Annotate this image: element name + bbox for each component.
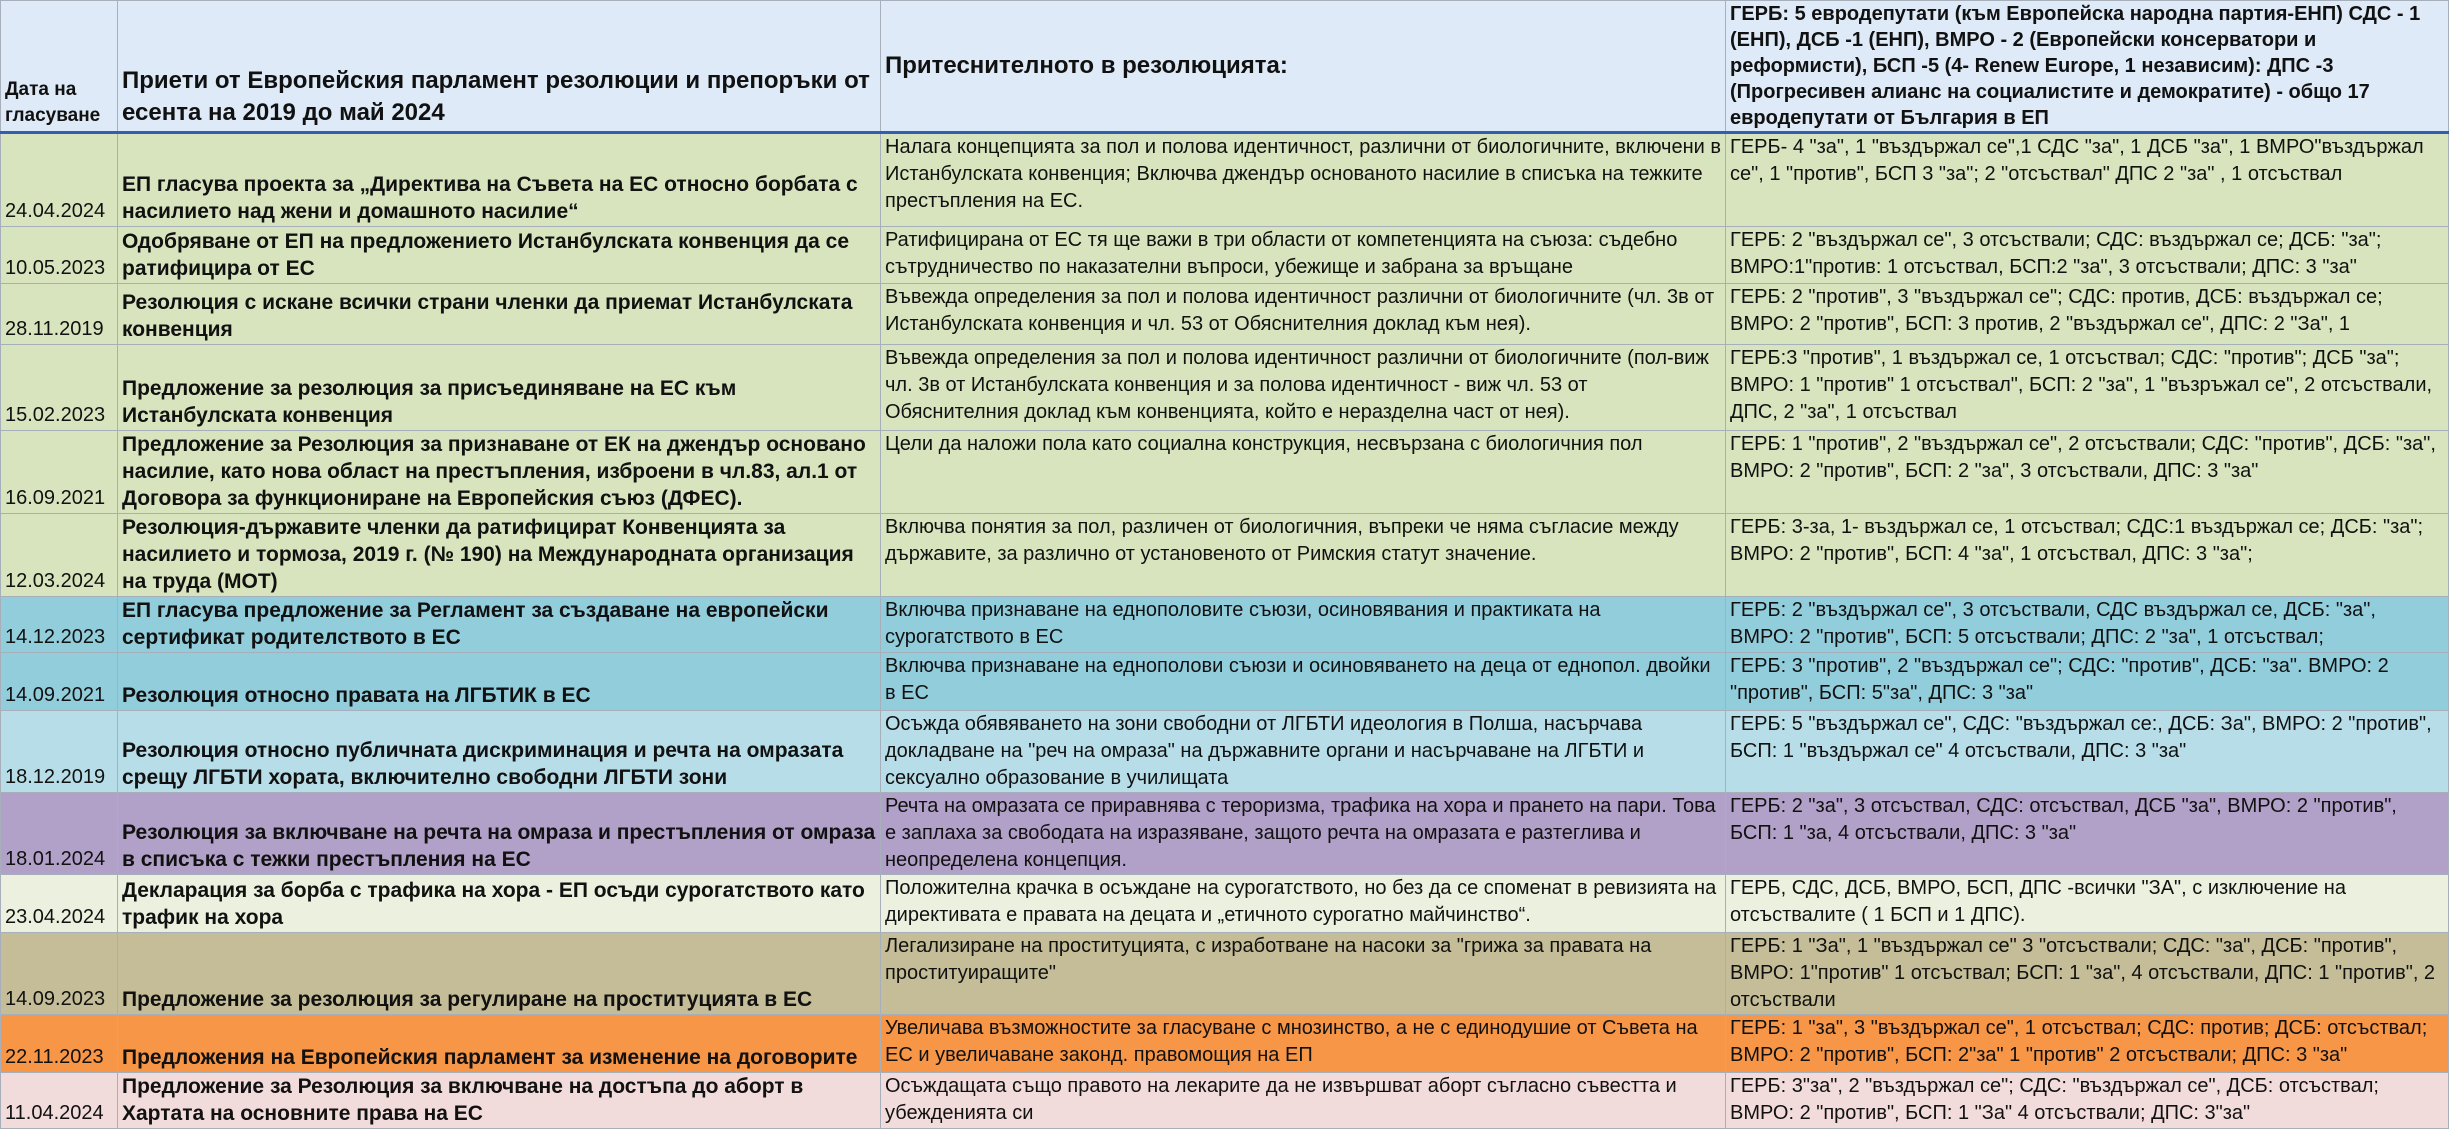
row-date: 28.11.2019 (1, 284, 118, 345)
row-issue: Включва понятия за пол, различен от биологичния, въпреки че няма съгласие между държавите, за различно от установеното от Римския статут значение. (881, 514, 1726, 597)
row-date: 22.11.2023 (1, 1015, 118, 1073)
row-date: 15.02.2023 (1, 345, 118, 431)
row-title: Резолюция-държавите членки да ратифицират Конвенцията за насилието и тормоза, 2019 г. (№ 190) на Международната организация на труда (МОТ) (118, 514, 881, 597)
row-date: 12.03.2024 (1, 514, 118, 597)
header-vote: ГЕРБ: 5 евродепутати (към Европейска народна партия-ЕНП) СДС - 1 (ЕНП), ДСБ -1 (ЕНП), ВМРО - 2 (Европейски консерватори и реформисти), БСП -5 (4- Renew Europe, 1 независим): ДПС -3 (Прогресивен алианс на социалистите и демократите) - общо 17 евродепутати от България в ЕП (1726, 1, 2449, 133)
row-issue: Осъждащата също правото на лекарите да не извършват аборт съгласно съвестта и убежденията си (881, 1073, 1726, 1129)
row-issue: Увеличава възможностите за гласуване с мнозинство, а не с единодушие от Съвета на ЕС и увеличаване законд. правомощия на ЕП (881, 1015, 1726, 1073)
row-date: 18.01.2024 (1, 793, 118, 875)
row-title: Одобряване от ЕП на предложението Истанбулската конвенция да се ратифицира от ЕС (118, 227, 881, 284)
row-title: ЕП гласува предложение за Регламент за създаване на европейски сертификат родителството в ЕС (118, 597, 881, 653)
table-row (1, 284, 2449, 345)
table-row (1, 597, 2449, 653)
row-title: Резолюция с искане всички страни членки да приемат Истанбулската конвенция (118, 284, 881, 345)
row-vote: ГЕРБ: 2 "за", 3 отсъствал, СДС: отсъствал, ДСБ "за", ВМРО: 2 "против", БСП: 1 "за, 4 отсъствали, ДПС: 3 "за" (1726, 793, 2449, 875)
row-date: 24.04.2024 (1, 133, 118, 227)
row-title: Резолюция за включване на речта на омраза и престъпления от омраза в списъка с тежки престъпления на ЕС (118, 793, 881, 875)
row-date: 14.09.2021 (1, 653, 118, 711)
row-title: Резолюция относно правата на ЛГБТИК в ЕС (118, 653, 881, 711)
row-vote: ГЕРБ: 5 "въздържал се", СДС: "въздържал се:, ДСБ: За", ВМРО: 2 "против", БСП: 1 "въздържал се" 4 отсъствали, ДПС: 3 "за" (1726, 711, 2449, 793)
row-issue: Речта на омразата се приравнява с тероризма, трафика на хора и прането на пари. Това е заплаха за свободата на изразяване, защото речта на омразата е разтеглива и неопределена концепция. (881, 793, 1726, 875)
row-vote: ГЕРБ: 3"за", 2 "въздържал се"; СДС: "въздържал се", ДСБ: отсъствал; ВМРО: 2 "против", БСП: 1 "За" 4 отсъствали; ДПС: 3"за" (1726, 1073, 2449, 1129)
row-title: Предложения на Европейския парламент за изменение на договорите (118, 1015, 881, 1073)
table-row (1, 875, 2449, 933)
row-title: Предложение за Резолюция за включване на достъпа до аборт в Хартата на основните права на ЕС (118, 1073, 881, 1129)
row-issue: Включва признаване на еднополови съюзи и осиновяването на деца от еднопол. двойки в ЕС (881, 653, 1726, 711)
row-vote: ГЕРБ: 2 "против", 3 "въздържал се"; СДС: против, ДСБ: въздържал се; ВМРО: 2 "против", БСП: 3 против, 2 "въздържал се", ДПС: 2 "За", 1 (1726, 284, 2449, 345)
row-vote: ГЕРБ: 1 "За", 1 "въздържал се" 3 "отсъствали; СДС: "за", ДСБ: "против", ВМРО: 1"против" 1 отсъствал; БСП: 1 "за", 4 отсъствали, ДПС: 1 "против", 2 отсъствали (1726, 933, 2449, 1015)
row-title: Декларация за борба с трафика на хора - ЕП осъди сурогатството като трафик на хора (118, 875, 881, 933)
row-vote: ГЕРБ: 1 "за", 3 "въздържал се", 1 отсъствал; СДС: против; ДСБ: отсъствал; ВМРО: 2 "против", БСП: 2"за" 1 "против" 2 отсъствали; ДПС: 3 "за" (1726, 1015, 2449, 1073)
row-date: 18.12.2019 (1, 711, 118, 793)
row-vote: ГЕРБ: 2 "въздържал се", 3 отсъствали; СДС: въздържал се; ДСБ: "за"; ВМРО:1"против: 1 отсъствал, БСП:2 "за", 3 отсъствали; ДПС: 3 "за" (1726, 227, 2449, 284)
row-issue: Въвежда определения за пол и полова идентичност различни от биологичните (пол-виж чл. 3в от Истанбулската конвенция и за полова идентичност - виж чл. 53 от Обяснителния доклад към конвенцията, който е неразделна част от нея). (881, 345, 1726, 431)
table-body (1, 133, 2449, 1129)
row-date: 23.04.2024 (1, 875, 118, 933)
row-title: ЕП гласува проекта за „Директива на Съвета на ЕС относно борбата с насилието над жени и домашното насилие“ (118, 133, 881, 227)
table-row (1, 431, 2449, 514)
row-date: 14.12.2023 (1, 597, 118, 653)
table-row (1, 1073, 2449, 1129)
row-vote: ГЕРБ: 3-за, 1- въздържал се, 1 отсъствал; СДС:1 въздържал се; ДСБ: "за"; ВМРО: 2 "против", БСП: 4 "за", 1 отсъствал, ДПС: 3 "за"; (1726, 514, 2449, 597)
row-issue: Цели да наложи пола като социална конструкция, несвързана с биологичния пол (881, 431, 1726, 514)
row-vote: ГЕРБ- 4 "за", 1 "въздържал се",1 СДС "за", 1 ДСБ "за", 1 ВМРО"въздържал се", 1 "против", БСП 3 "за"; 2 "отсъствал" ДПС 2 "за" , 1 отсъствал (1726, 133, 2449, 227)
row-title: Предложение за резолюция за регулиране на проституцията в ЕС (118, 933, 881, 1015)
table-row (1, 345, 2449, 431)
row-issue: Налага концепцията за пол и полова идентичност, различни от биологичните, включени в Истанбулската конвенция; Включва джендър основаното насилие в списъка на тежките престъпления на ЕС. (881, 133, 1726, 227)
table-header (1, 1, 2449, 133)
row-title: Резолюция относно публичната дискриминация и речта на омразата срещу ЛГБТИ хората, включително свободни ЛГБТИ зони (118, 711, 881, 793)
row-date: 16.09.2021 (1, 431, 118, 514)
table-row (1, 1015, 2449, 1073)
row-date: 14.09.2023 (1, 933, 118, 1015)
row-vote: ГЕРБ: 1 "против", 2 "въздържал се", 2 отсъствали; СДС: "против", ДСБ: "за", ВМРО: 2 "против", БСП: 2 "за", 3 отсъствали, ДПС: 3 "за" (1726, 431, 2449, 514)
row-issue: Ратифицирана от ЕС тя ще важи в три области от компетенцията на съюза: съдебно сътрудничество по наказателни въпроси, убежище и забрана за връщане (881, 227, 1726, 284)
row-date: 11.04.2024 (1, 1073, 118, 1129)
table-row (1, 514, 2449, 597)
table-row (1, 653, 2449, 711)
row-title: Предложение за резолюция за присъединяване на ЕС към Истанбулската конвенция (118, 345, 881, 431)
row-vote: ГЕРБ: 3 "против", 2 "въздържал се"; СДС: "против", ДСБ: "за". ВМРО: 2 "против", БСП: 5"за", ДПС: 3 "за" (1726, 653, 2449, 711)
table-row (1, 133, 2449, 227)
row-date: 10.05.2023 (1, 227, 118, 284)
table-row (1, 793, 2449, 875)
table-row (1, 711, 2449, 793)
row-issue: Включва признаване на еднополовите съюзи, осиновявания и практиката на сурогатството в ЕС (881, 597, 1726, 653)
row-vote: ГЕРБ: 2 "въздържал се", 3 отсъствали, СДС въздържал се, ДСБ: "за", ВМРО: 2 "против", БСП: 5 отсъствали; ДПС: 2 "за", 1 отсъствал; (1726, 597, 2449, 653)
table-row (1, 933, 2449, 1015)
header-issue: Притеснителното в резолюцията: (881, 1, 1726, 133)
row-vote: ГЕРБ, СДС, ДСБ, ВМРО, БСП, ДПС -всички "ЗА", с изключение на отсъствалите ( 1 БСП и 1 ДПС). (1726, 875, 2449, 933)
row-issue: Въвежда определения за пол и полова идентичност различни от биологичните (чл. 3в от Истанбулската конвенция и чл. 53 от Обяснителния доклад към нея). (881, 284, 1726, 345)
row-issue: Положителна крачка в осъждане на сурогатството, но без да се споменат в ревизията на директивата е правата на децата и „етичното сурогатно майчинство“. (881, 875, 1726, 933)
row-title: Предложение за Резолюция за признаване от ЕК на джендър основано насилие, като нова област на престъпления, изброени в чл.83, ал.1 от Договора за функциониране на Европейския съюз (ДФЕС). (118, 431, 881, 514)
table-row (1, 227, 2449, 284)
row-issue: Легализиране на проституцията, с изработване на насоки за "грижа за правата на проституиращите" (881, 933, 1726, 1015)
header-title: Приети от Европейския парламент резолюции и препоръки от есента на 2019 до май 2024 (118, 1, 881, 133)
row-issue: Осъжда обявяването на зони свободни от ЛГБТИ идеология в Полша, насърчава докладване на "реч на омраза" на държавните органи и насърчаване на ЛГБТИ и сексуално образование в училищата (881, 711, 1726, 793)
row-vote: ГЕРБ:3 "против", 1 въздържал се, 1 отсъствал; СДС: "против"; ДСБ "за"; ВМРО: 1 "против" 1 отсъствал", БСП: 2 "за", 1 "възръжал се", 2 отсъствали, ДПС, 2 "за", 1 отсъствал (1726, 345, 2449, 431)
header-date: Дата на гласуване (1, 1, 118, 133)
